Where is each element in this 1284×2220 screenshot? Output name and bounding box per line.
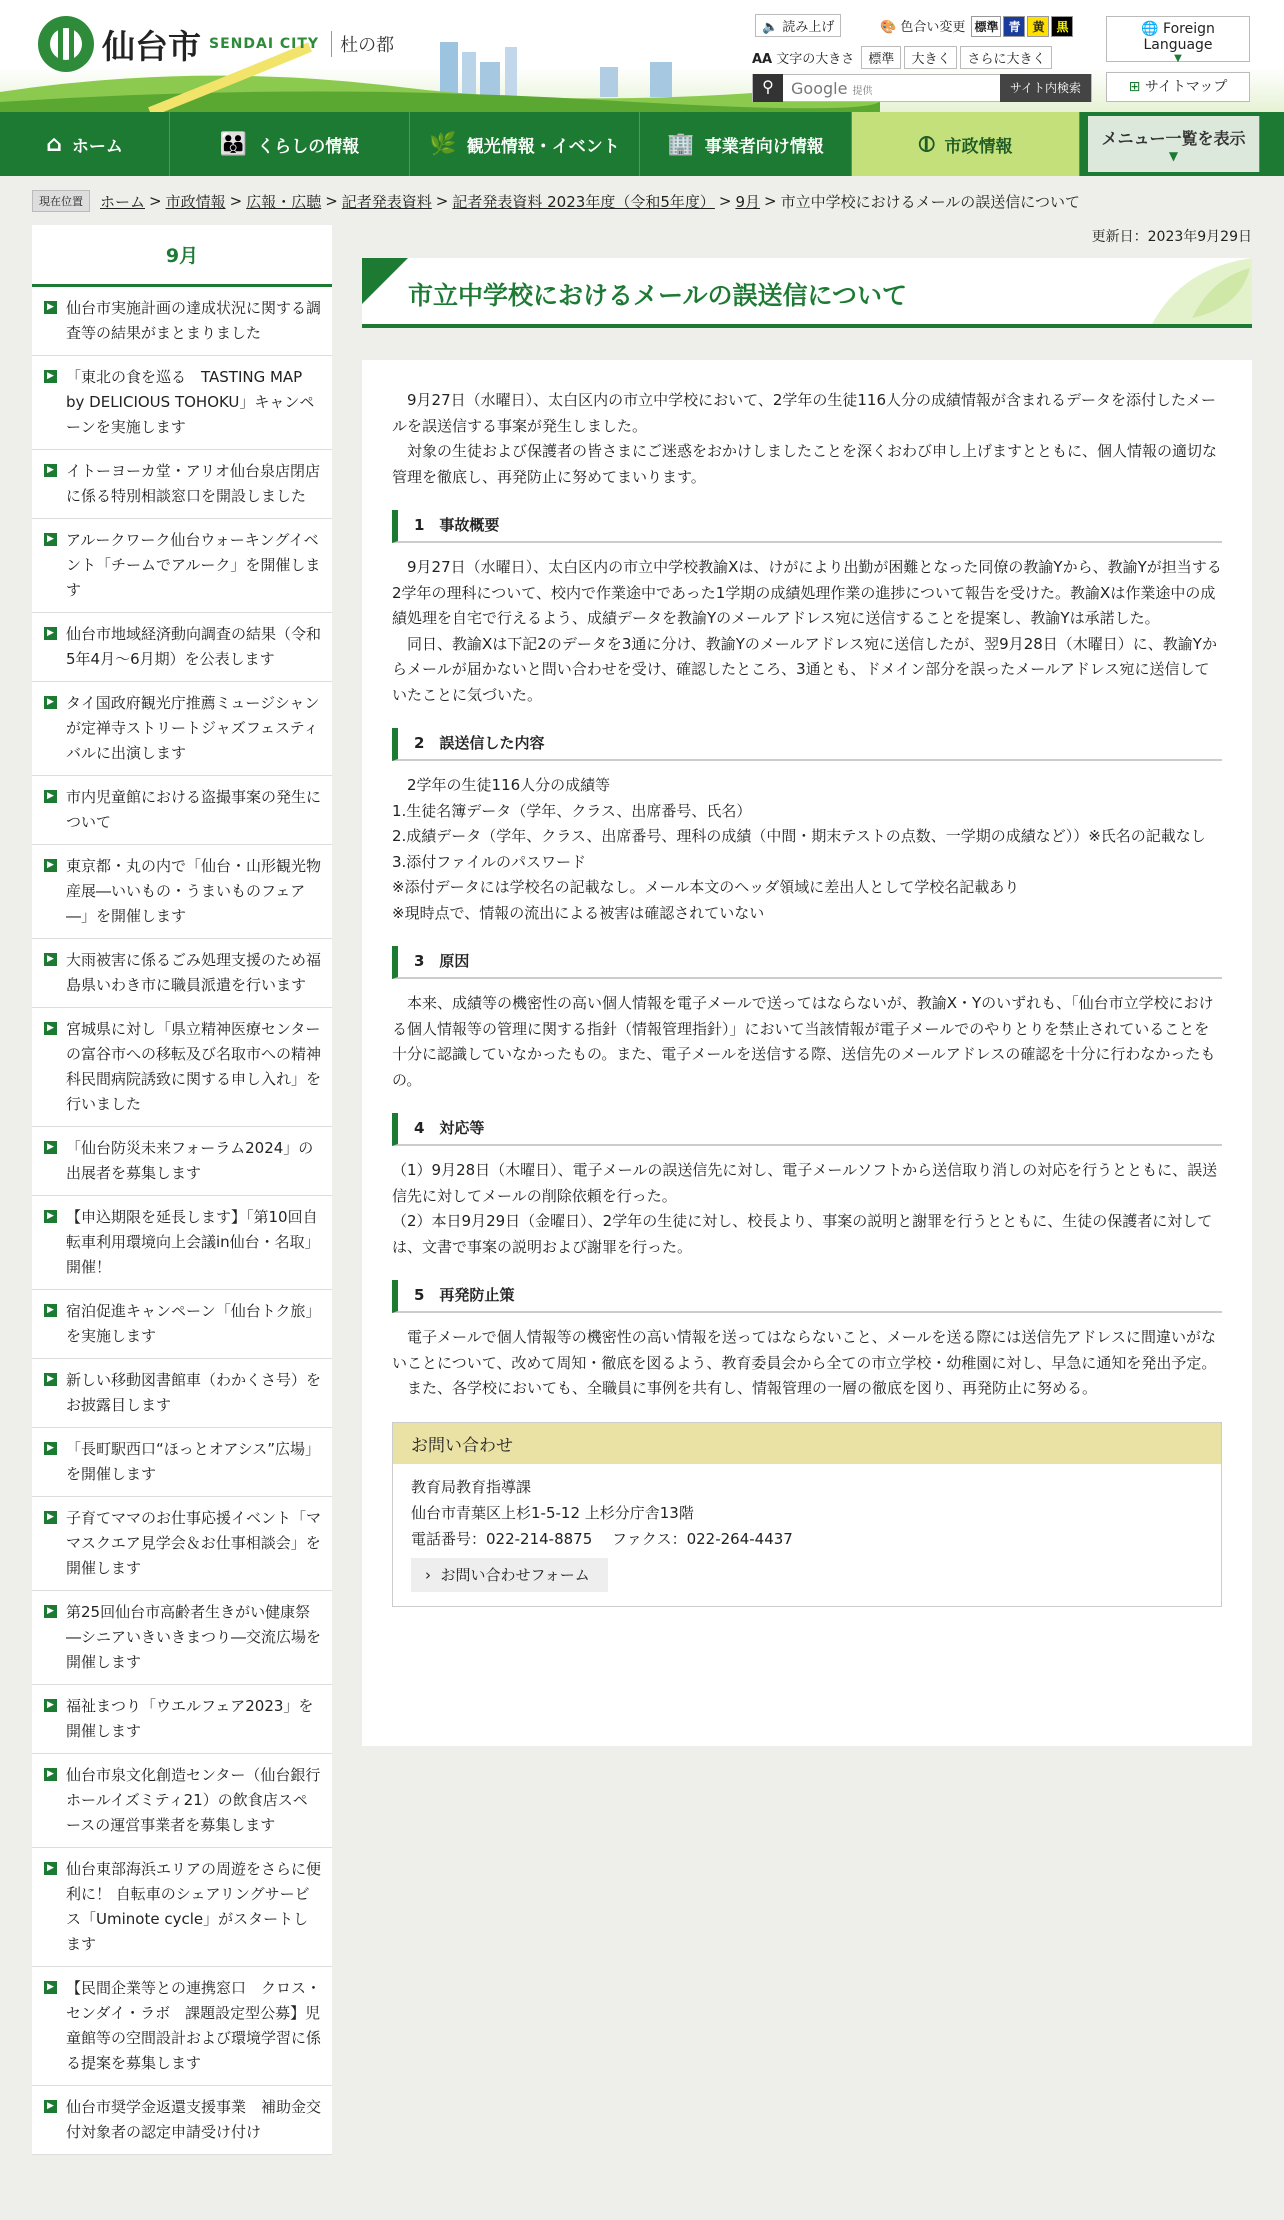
caret-down-icon: ▼	[1168, 148, 1179, 163]
arrow-right-icon: ▶	[44, 1699, 57, 1712]
response-item: （1）9月28日（木曜日）、電子メールの誤送信先に対し、電子メールソフトから送信取り消しの対応を行うとともに、誤送信先に対してメールの削除依頼を行った。	[392, 1161, 1218, 1205]
chevron-right-icon: ›	[425, 1565, 431, 1584]
arrow-right-icon: ▶	[44, 1605, 57, 1618]
speaker-icon: 🔈	[762, 20, 779, 35]
sidebar-item-label: 福祉まつり「ウエルフェア2023」を開催します	[66, 1697, 314, 1740]
breadcrumb-label: 現在位置	[32, 190, 90, 212]
sidebar-item-label: 「仙台防災未来フォーラム2024」の出展者を募集します	[66, 1139, 314, 1182]
site-search	[752, 74, 1092, 102]
arrow-right-icon: ▶	[44, 859, 57, 872]
tourism-icon: 🌿	[429, 131, 457, 157]
sitemap-icon: ⊞	[1128, 79, 1141, 95]
color-option-button[interactable]: 黒	[1051, 16, 1073, 37]
sidebar-item-label: 市内児童館における盗撮事案の発生について	[66, 788, 322, 831]
color-option-button[interactable]: 標準	[971, 16, 1001, 37]
nav-living[interactable]: 👪 くらしの情報	[170, 112, 410, 176]
sidebar-item-label: 「東北の食を巡る TASTING MAP by DELICIOUS TOHOKU」キャンペーンを実施します	[66, 368, 315, 436]
intro-paragraph: 対象の生徒および保護者の皆さまにご迷惑をおかけしましたことを深くおわび申し上げますとともに、個人情報の適切な管理を徹底し、再発防止に努めてまいります。	[392, 442, 1218, 486]
breadcrumb: 現在位置 ホーム > 市政情報 > 広報・広聴 > 記者発表資料 > 記者発表資料 2023年度（令和5年度） > 9月 > 市立中学校におけるメールの誤送信について	[32, 190, 1080, 212]
logo-city-name: 仙台市	[102, 26, 201, 66]
sidebar-item[interactable]	[32, 1497, 332, 1591]
response-item: （2）本日9月29日（金曜日）、2学年の生徒に対し、校長より、事案の説明と謝罪を行うとともに、生徒の保護者に対しては、文書で事案の説明および謝罪を行った。	[392, 1212, 1213, 1256]
content-lead: 2学年の生徒116人分の成績等	[407, 776, 611, 794]
arrow-right-icon: ▶	[44, 1442, 57, 1455]
business-icon: 🏢	[667, 131, 695, 157]
nav-city-info[interactable]: ⦶ 市政情報	[852, 112, 1080, 176]
sidebar-item[interactable]	[32, 613, 332, 682]
article-body	[362, 360, 1252, 1746]
sidebar-item[interactable]	[32, 1967, 332, 2086]
contact-title: お問い合わせ	[393, 1423, 1221, 1464]
arrow-right-icon: ▶	[44, 1304, 57, 1317]
sidebar-item-label: 第25回仙台市高齢者生きがい健康祭―シニアいきいきまつり―交流広場を開催します	[66, 1603, 322, 1671]
sidebar-item-label: 宮城県に対し「県立精神医療センターの富谷市への移転及び名取市への精神科民間病院誘致に関する申し入れ」を行いました	[66, 1020, 322, 1113]
logo-city-en: SENDAI CITY	[209, 36, 320, 52]
text-size-icon: AA	[752, 52, 773, 67]
color-change: 🎨 色合い変更 標準 青 黄 黒	[880, 16, 1073, 37]
foreign-language-button[interactable]: 🌐 Foreign Language ▼	[1106, 16, 1250, 62]
caret-down-icon: ▼	[1174, 53, 1182, 64]
arrow-right-icon: ▶	[44, 533, 57, 546]
content-note: ※添付データには学校名の記載なし。メール本文のヘッダ領域に差出人として学校名記載あり	[392, 878, 1020, 896]
sidebar-item[interactable]	[32, 776, 332, 845]
arrow-right-icon: ▶	[44, 790, 57, 803]
color-option-button[interactable]: 青	[1003, 16, 1025, 37]
sidebar-item[interactable]	[32, 845, 332, 939]
sidebar-item[interactable]	[32, 1127, 332, 1196]
family-icon: 👪	[219, 131, 248, 157]
updated-date: 更新日：2023年9月29日	[1091, 229, 1252, 245]
prevention-paragraph: また、各学校においても、全職員に事例を共有し、情報管理の一層の徹底を図り、再発防止に努める。	[407, 1379, 1098, 1397]
arrow-right-icon: ▶	[44, 301, 57, 314]
content-item: 2.成績データ（学年、クラス、出席番号、理科の成績（中間・期末テストの点数、一学期の成績など））※氏名の記載なし	[392, 827, 1206, 845]
sidebar-list	[32, 287, 332, 2155]
search-icon: ⚲	[753, 74, 783, 102]
text-size-option-button[interactable]: 標準	[861, 46, 901, 69]
overview-paragraph: 同日、教諭Xは下記2のデータを3通に分け、教諭Yのメールアドレス宛に送信したが、翌9月28日（木曜日）に、教諭Yからメールが届かないと問い合わせを受け、確認したところ、3通とも、ドメイン部分を誤ったメールアドレス宛に送信していたことに気づいた。	[392, 634, 1217, 704]
sendai-emblem-icon	[38, 16, 94, 72]
sidebar-item-label: 仙台市奨学金返還支援事業 補助金交付対象者の認定申請受け付け	[66, 2098, 322, 2141]
arrow-right-icon: ▶	[44, 627, 57, 640]
breadcrumb-home[interactable]: ホーム	[100, 192, 146, 211]
arrow-right-icon: ▶	[44, 1862, 57, 1875]
section-heading-content: 2 誤送信した内容	[392, 728, 1222, 761]
nav-business[interactable]: 🏢 事業者向け情報	[640, 112, 852, 176]
overview-paragraph: 9月27日（水曜日）、太白区内の市立中学校教諭Xは、けがにより出勤が困難となった同僚の教諭Yから、教諭Yが担当する2学年の理科について、校内で作業途中であった1学期の成績処理作業の進捗について報告を受けた。教諭Xは作業途中の成績処理を自宅で行えるよう、成績データを教諭Yのメールアドレス宛に送信することを提案し、教諭Yは承諾した。	[392, 558, 1222, 627]
sidebar-item-label: タイ国政府観光庁推薦ミュージシャンが定禅寺ストリートジャズフェスティバルに出演します	[66, 694, 320, 762]
read-aloud-button[interactable]: 🔈 読み上げ	[752, 14, 841, 37]
sidebar-item[interactable]	[32, 287, 332, 356]
sidebar-item[interactable]	[32, 682, 332, 776]
arrow-right-icon: ▶	[44, 1022, 57, 1035]
arrow-right-icon: ▶	[44, 1210, 57, 1223]
sidebar-item[interactable]	[32, 1754, 332, 1848]
arrow-right-icon: ▶	[44, 1768, 57, 1781]
cause-paragraph: 本来、成績等の機密性の高い個人情報を電子メールで送ってはならないが、教諭X・Yのいずれも、「仙台市立学校における個人情報等の管理に関する指針（情報管理指針）」において当該情報が電子メールでのやりとりを禁止されていることを十分に認識していなかったもの。また、電子メールを送信する際、送信先のメールアドレスの確認を十分に行わなかったもの。	[392, 994, 1216, 1089]
global-navigation	[0, 112, 1284, 176]
sidebar-item-label: 仙台市泉文化創造センター（仙台銀行ホールイズミティ21）の飲食店スペースの運営事業者を募集します	[66, 1766, 321, 1834]
sidebar-item[interactable]	[32, 1290, 332, 1359]
arrow-right-icon: ▶	[44, 696, 57, 709]
breadcrumb-current: 市立中学校におけるメールの誤送信について	[780, 192, 1080, 211]
leaf-decoration-icon	[1122, 258, 1252, 324]
sidebar-item-label: 仙台市地域経済動向調査の結果（令和5年4月～6月期）を公表します	[66, 625, 322, 668]
nav-tourism[interactable]: 🌿 観光情報・イベント	[410, 112, 640, 176]
arrow-right-icon: ▶	[44, 1373, 57, 1386]
color-option-button[interactable]: 黄	[1027, 16, 1049, 37]
content-note: ※現時点で、情報の流出による被害は確認されていない	[392, 903, 765, 922]
sidebar-item-label: 【申込期限を延長します】「第10回自転車利用環境向上会議in仙台・名取」開催！	[66, 1208, 320, 1276]
sidebar-title: 9月	[32, 225, 332, 287]
prevention-paragraph: 電子メールで個人情報等の機密性の高い情報を送ってはならないこと、メールを送る際には送信先アドレスに間違いがないことについて、改めて周知・徹底を図るよう、教育委員会から全ての市立学校・幼稚園に対し、早急に通知を発出予定。	[392, 1328, 1217, 1372]
title-corner-decoration	[362, 258, 408, 304]
intro-paragraph: 9月27日（水曜日）、太白区内の市立中学校において、2学年の生徒116人分の成績情報が含まれるデータを添付したメールを誤送信する事案が発生しました。	[392, 391, 1217, 435]
text-size-option-button[interactable]: さらに大きく	[960, 46, 1052, 69]
section-heading-overview: 1 事故概要	[392, 510, 1222, 543]
sidebar-item[interactable]	[32, 1591, 332, 1685]
contact-box	[392, 1422, 1222, 1607]
search-input[interactable]: Google 提供	[791, 78, 873, 98]
section-heading-response: 4 対応等	[392, 1113, 1222, 1146]
breadcrumb-pr[interactable]: 広報・広聴	[246, 192, 322, 211]
text-size-option-button[interactable]: 大きく	[904, 46, 957, 69]
sidebar-item[interactable]	[32, 356, 332, 450]
sidebar-item-label: 「長町駅西口“ほっとオアシス”広場」を開催します	[66, 1440, 321, 1483]
arrow-right-icon: ▶	[44, 1141, 57, 1154]
sidebar-item[interactable]	[32, 1685, 332, 1754]
arrow-right-icon: ▶	[44, 464, 57, 477]
palette-icon: 🎨	[880, 20, 897, 35]
sidebar-item[interactable]	[32, 1848, 332, 1967]
sidebar-item[interactable]	[32, 1428, 332, 1497]
globe-icon: 🌐	[1141, 21, 1159, 37]
sidebar-item[interactable]	[32, 1008, 332, 1127]
sidebar-item-label: 宿泊促進キャンペーン「仙台トク旅」を実施します	[66, 1302, 321, 1345]
breadcrumb-september[interactable]: 9月	[735, 192, 760, 211]
arrow-right-icon: ▶	[44, 2100, 57, 2113]
contact-form-button[interactable]: › お問い合わせフォーム	[411, 1558, 608, 1592]
sidebar-item-label: 仙台東部海浜エリアの周遊をさらに便利に！ 自転車のシェアリングサービス「Uminote cycle」がスタートします	[66, 1860, 322, 1953]
sitemap-button[interactable]: ⊞ サイトマップ	[1106, 72, 1250, 102]
sidebar-item-label: アルークワーク仙台ウォーキングイベント「チームでアルーク」を開催します	[66, 531, 321, 599]
sidebar-item[interactable]	[32, 2086, 332, 2155]
sidebar-item-label: 【民間企業等との連携窓口 クロス・センダイ・ラボ 課題設定型公募】児童館等の空間設計および環境学習に係る提案を募集します	[66, 1979, 322, 2072]
nav-home[interactable]: ⌂ ホーム	[0, 112, 170, 176]
breadcrumb-city-info[interactable]: 市政情報	[165, 192, 226, 211]
contact-department: 教育局教育指導課	[411, 1477, 532, 1496]
sidebar-item[interactable]	[32, 519, 332, 613]
sidebar-item[interactable]	[32, 1359, 332, 1428]
arrow-right-icon: ▶	[44, 1981, 57, 1994]
content-item: 1.生徒名簿データ（学年、クラス、出席番号、氏名）	[392, 801, 752, 820]
section-heading-cause: 3 原因	[392, 946, 1222, 979]
sidebar-item-label: 東京都・丸の内で「仙台・山形観光物産展―いいもの・うまいものフェア―」を開催します	[66, 857, 322, 925]
sidebar-item-label: 大雨被害に係るごみ処理支援のため福島県いわき市に職員派遣を行います	[66, 951, 322, 994]
sidebar-item[interactable]	[32, 1196, 332, 1290]
page-title: 市立中学校におけるメールの誤送信について	[408, 281, 908, 310]
sidebar-item-label: 新しい移動図書館車（わかくさ号）をお披露目します	[66, 1371, 322, 1414]
home-icon: ⌂	[46, 131, 62, 157]
sidebar-item[interactable]	[32, 450, 332, 519]
site-logo[interactable]	[38, 16, 394, 72]
arrow-right-icon: ▶	[44, 953, 57, 966]
text-size: AA 文字の大きさ 標準 大きく さらに大きく	[752, 46, 1052, 69]
sidebar-item-label: 子育てママのお仕事応援イベント「ママスクエア見学会＆お仕事相談会」を開催します	[66, 1509, 322, 1577]
sendai-emblem-icon: ⦶	[918, 131, 935, 157]
logo-mori: 杜の都	[331, 31, 394, 57]
section-heading-prevention: 5 再発防止策	[392, 1280, 1222, 1313]
page-title-box	[362, 258, 1252, 328]
sidebar	[32, 225, 332, 2155]
arrow-right-icon: ▶	[44, 1511, 57, 1524]
menu-list-button[interactable]: メニュー一覧を表示 ▼	[1088, 116, 1260, 172]
arrow-right-icon: ▶	[44, 370, 57, 383]
sidebar-item-label: イトーヨーカ堂・アリオ仙台泉店閉店に係る特別相談窓口を開設しました	[66, 462, 320, 505]
content-item: 3.添付ファイルのパスワード	[392, 852, 587, 871]
site-search-button[interactable]: サイト内検索	[1000, 74, 1091, 102]
breadcrumb-press[interactable]: 記者発表資料	[341, 192, 432, 211]
contact-phone: 電話番号：022-214-8875 ファクス：022-264-4437	[411, 1529, 793, 1548]
contact-address: 仙台市青葉区上杉1-5-12 上杉分庁舎13階	[411, 1503, 694, 1522]
sidebar-item[interactable]	[32, 939, 332, 1008]
site-header	[0, 0, 1284, 112]
breadcrumb-press-2023[interactable]: 記者発表資料 2023年度（令和5年度）	[452, 192, 715, 211]
sidebar-item-label: 仙台市実施計画の達成状況に関する調査等の結果がまとまりました	[66, 299, 322, 342]
